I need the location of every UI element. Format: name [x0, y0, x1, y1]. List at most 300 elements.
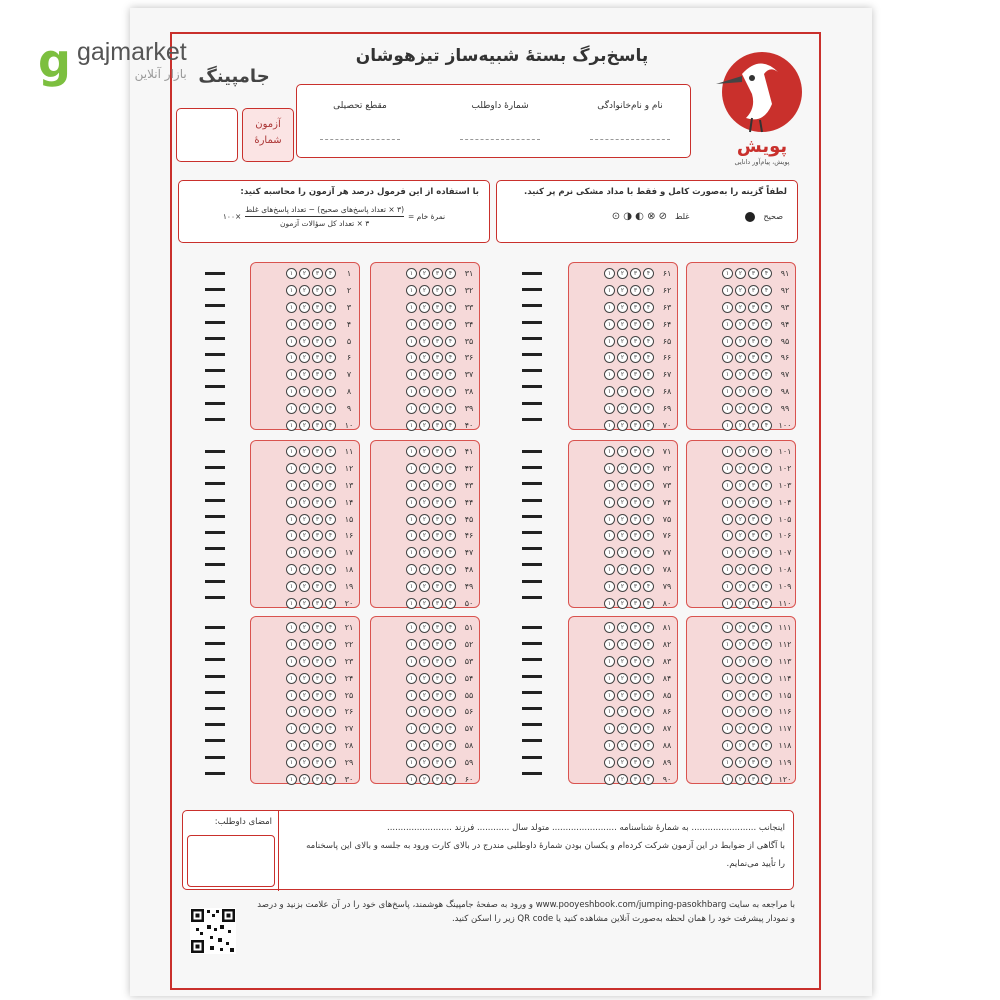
answer-bubble[interactable]: ۳: [748, 336, 759, 347]
answer-bubble[interactable]: ۳: [630, 690, 641, 701]
answer-bubble[interactable]: ۴: [325, 352, 336, 363]
answer-bubble[interactable]: ۲: [735, 598, 746, 609]
answer-bubble[interactable]: ۲: [299, 690, 310, 701]
answer-bubble[interactable]: ۳: [748, 420, 759, 431]
answer-bubble[interactable]: ۳: [432, 639, 443, 650]
answer-bubble[interactable]: ۲: [617, 740, 628, 751]
answer-bubble[interactable]: ۱: [722, 336, 733, 347]
answer-bubble[interactable]: ۴: [761, 480, 772, 491]
answer-bubble[interactable]: ۱: [286, 319, 297, 330]
answer-bubble[interactable]: ۴: [325, 336, 336, 347]
answer-bubble[interactable]: ۳: [748, 723, 759, 734]
answer-bubble[interactable]: ۱: [604, 547, 615, 558]
answer-bubble[interactable]: ۲: [299, 757, 310, 768]
answer-bubble[interactable]: ۲: [299, 369, 310, 380]
answer-bubble[interactable]: ۳: [432, 622, 443, 633]
answer-bubble[interactable]: ۴: [325, 757, 336, 768]
answer-bubble[interactable]: ۲: [735, 352, 746, 363]
answer-bubble[interactable]: ۳: [630, 774, 641, 785]
answer-bubble[interactable]: ۱: [286, 268, 297, 279]
answer-bubble[interactable]: ۴: [325, 530, 336, 541]
answer-bubble[interactable]: ۳: [630, 547, 641, 558]
answer-bubble[interactable]: ۱: [406, 564, 417, 575]
answer-bubble[interactable]: ۳: [312, 757, 323, 768]
answer-bubble[interactable]: ۲: [617, 302, 628, 313]
answer-bubble[interactable]: ۳: [748, 530, 759, 541]
answer-bubble[interactable]: ۱: [604, 369, 615, 380]
answer-bubble[interactable]: ۳: [630, 639, 641, 650]
answer-bubble[interactable]: ۲: [419, 774, 430, 785]
answer-bubble[interactable]: ۴: [445, 514, 456, 525]
answer-bubble[interactable]: ۴: [643, 446, 654, 457]
answer-bubble[interactable]: ۲: [299, 463, 310, 474]
answer-bubble[interactable]: ۴: [761, 673, 772, 684]
answer-bubble[interactable]: ۴: [325, 420, 336, 431]
answer-bubble[interactable]: ۱: [286, 622, 297, 633]
answer-bubble[interactable]: ۳: [630, 403, 641, 414]
answer-bubble[interactable]: ۱: [722, 420, 733, 431]
answer-bubble[interactable]: ۴: [325, 403, 336, 414]
answer-bubble[interactable]: ۴: [445, 581, 456, 592]
answer-bubble[interactable]: ۲: [419, 622, 430, 633]
answer-bubble[interactable]: ۲: [735, 757, 746, 768]
answer-bubble[interactable]: ۳: [748, 581, 759, 592]
answer-bubble[interactable]: ۲: [735, 564, 746, 575]
answer-bubble[interactable]: ۴: [761, 690, 772, 701]
answer-bubble[interactable]: ۲: [617, 386, 628, 397]
answer-bubble[interactable]: ۲: [419, 319, 430, 330]
answer-bubble[interactable]: ۱: [406, 514, 417, 525]
answer-bubble[interactable]: ۱: [604, 656, 615, 667]
answer-bubble[interactable]: ۱: [406, 285, 417, 296]
answer-bubble[interactable]: ۲: [419, 723, 430, 734]
answer-bubble[interactable]: ۳: [432, 319, 443, 330]
answer-bubble[interactable]: ۱: [286, 530, 297, 541]
answer-bubble[interactable]: ۱: [406, 774, 417, 785]
answer-bubble[interactable]: ۱: [604, 463, 615, 474]
answer-bubble[interactable]: ۲: [735, 497, 746, 508]
answer-bubble[interactable]: ۴: [445, 757, 456, 768]
answer-bubble[interactable]: ۲: [617, 690, 628, 701]
answer-bubble[interactable]: ۲: [299, 420, 310, 431]
answer-bubble[interactable]: ۱: [604, 598, 615, 609]
answer-bubble[interactable]: ۲: [299, 656, 310, 667]
answer-bubble[interactable]: ۱: [722, 268, 733, 279]
answer-bubble[interactable]: ۱: [604, 386, 615, 397]
answer-bubble[interactable]: ۳: [748, 690, 759, 701]
answer-bubble[interactable]: ۲: [419, 598, 430, 609]
answer-bubble[interactable]: ۱: [286, 598, 297, 609]
answer-bubble[interactable]: ۲: [419, 740, 430, 751]
answer-bubble[interactable]: ۱: [604, 774, 615, 785]
answer-bubble[interactable]: ۴: [643, 352, 654, 363]
answer-bubble[interactable]: ۱: [406, 757, 417, 768]
answer-bubble[interactable]: ۴: [643, 403, 654, 414]
answer-bubble[interactable]: ۱: [604, 403, 615, 414]
grade-field[interactable]: مقطع تحصیلی: [320, 101, 400, 140]
answer-bubble[interactable]: ۱: [722, 514, 733, 525]
answer-bubble[interactable]: ۳: [630, 530, 641, 541]
answer-bubble[interactable]: ۴: [643, 622, 654, 633]
answer-bubble[interactable]: ۱: [722, 319, 733, 330]
answer-bubble[interactable]: ۳: [748, 352, 759, 363]
answer-bubble[interactable]: ۳: [748, 757, 759, 768]
answer-bubble[interactable]: ۳: [630, 420, 641, 431]
answer-bubble[interactable]: ۲: [617, 757, 628, 768]
answer-bubble[interactable]: ۴: [761, 706, 772, 717]
answer-bubble[interactable]: ۱: [406, 352, 417, 363]
answer-bubble[interactable]: ۴: [445, 369, 456, 380]
answer-bubble[interactable]: ۲: [617, 622, 628, 633]
answer-bubble[interactable]: ۲: [299, 547, 310, 558]
answer-bubble[interactable]: ۴: [761, 352, 772, 363]
answer-bubble[interactable]: ۳: [312, 285, 323, 296]
answer-bubble[interactable]: ۳: [312, 463, 323, 474]
answer-bubble[interactable]: ۳: [630, 598, 641, 609]
answer-bubble[interactable]: ۴: [325, 598, 336, 609]
answer-bubble[interactable]: ۳: [748, 480, 759, 491]
answer-bubble[interactable]: ۱: [604, 420, 615, 431]
answer-bubble[interactable]: ۲: [735, 403, 746, 414]
answer-bubble[interactable]: ۳: [748, 497, 759, 508]
answer-bubble[interactable]: ۲: [617, 564, 628, 575]
answer-bubble[interactable]: ۳: [432, 690, 443, 701]
answer-bubble[interactable]: ۴: [325, 319, 336, 330]
answer-bubble[interactable]: ۱: [406, 598, 417, 609]
answer-bubble[interactable]: ۴: [643, 581, 654, 592]
answer-bubble[interactable]: ۱: [406, 319, 417, 330]
answer-bubble[interactable]: ۳: [630, 463, 641, 474]
answer-bubble[interactable]: ۲: [617, 639, 628, 650]
answer-bubble[interactable]: ۳: [630, 352, 641, 363]
answer-bubble[interactable]: ۲: [299, 302, 310, 313]
answer-bubble[interactable]: ۳: [748, 268, 759, 279]
answer-bubble[interactable]: ۲: [617, 268, 628, 279]
answer-bubble[interactable]: ۲: [299, 285, 310, 296]
answer-bubble[interactable]: ۴: [445, 386, 456, 397]
answer-bubble[interactable]: ۳: [748, 514, 759, 525]
answer-bubble[interactable]: ۲: [735, 285, 746, 296]
answer-bubble[interactable]: ۳: [432, 723, 443, 734]
answer-bubble[interactable]: ۲: [419, 403, 430, 414]
answer-bubble[interactable]: ۲: [735, 530, 746, 541]
answer-bubble[interactable]: ۲: [617, 656, 628, 667]
answer-bubble[interactable]: ۴: [325, 547, 336, 558]
answer-bubble[interactable]: ۴: [325, 463, 336, 474]
answer-bubble[interactable]: ۴: [445, 336, 456, 347]
answer-bubble[interactable]: ۳: [312, 514, 323, 525]
answer-bubble[interactable]: ۳: [432, 740, 443, 751]
answer-bubble[interactable]: ۲: [735, 302, 746, 313]
answer-bubble[interactable]: ۴: [445, 480, 456, 491]
answer-bubble[interactable]: ۴: [325, 690, 336, 701]
answer-bubble[interactable]: ۴: [761, 723, 772, 734]
answer-bubble[interactable]: ۳: [312, 547, 323, 558]
answer-bubble[interactable]: ۳: [630, 369, 641, 380]
answer-bubble[interactable]: ۳: [312, 622, 323, 633]
answer-bubble[interactable]: ۱: [604, 622, 615, 633]
answer-bubble[interactable]: ۱: [604, 757, 615, 768]
answer-bubble[interactable]: ۳: [748, 302, 759, 313]
answer-bubble[interactable]: ۴: [643, 420, 654, 431]
answer-bubble[interactable]: ۲: [419, 352, 430, 363]
answer-bubble[interactable]: ۳: [312, 740, 323, 751]
answer-bubble[interactable]: ۱: [286, 352, 297, 363]
answer-bubble[interactable]: ۲: [735, 319, 746, 330]
answer-bubble[interactable]: ۳: [748, 319, 759, 330]
answer-bubble[interactable]: ۳: [748, 622, 759, 633]
answer-bubble[interactable]: ۱: [722, 463, 733, 474]
answer-bubble[interactable]: ۳: [312, 268, 323, 279]
answer-bubble[interactable]: ۱: [406, 336, 417, 347]
answer-bubble[interactable]: ۲: [299, 497, 310, 508]
answer-bubble[interactable]: ۴: [445, 530, 456, 541]
answer-bubble[interactable]: ۱: [406, 723, 417, 734]
answer-bubble[interactable]: ۳: [312, 656, 323, 667]
answer-bubble[interactable]: ۳: [748, 285, 759, 296]
answer-bubble[interactable]: ۴: [761, 656, 772, 667]
answer-bubble[interactable]: ۲: [735, 639, 746, 650]
answer-bubble[interactable]: ۲: [419, 463, 430, 474]
answer-bubble[interactable]: ۲: [299, 639, 310, 650]
answer-bubble[interactable]: ۳: [312, 530, 323, 541]
answer-bubble[interactable]: ۲: [419, 268, 430, 279]
answer-bubble[interactable]: ۳: [748, 547, 759, 558]
answer-bubble[interactable]: ۲: [299, 581, 310, 592]
answer-bubble[interactable]: ۱: [406, 656, 417, 667]
answer-bubble[interactable]: ۳: [748, 639, 759, 650]
answer-bubble[interactable]: ۲: [299, 403, 310, 414]
answer-bubble[interactable]: ۲: [617, 530, 628, 541]
answer-bubble[interactable]: ۲: [617, 403, 628, 414]
answer-bubble[interactable]: ۴: [445, 403, 456, 414]
answer-bubble[interactable]: ۴: [325, 285, 336, 296]
answer-bubble[interactable]: ۱: [406, 690, 417, 701]
answer-bubble[interactable]: ۴: [643, 639, 654, 650]
answer-bubble[interactable]: ۲: [735, 622, 746, 633]
answer-bubble[interactable]: ۲: [735, 369, 746, 380]
answer-bubble[interactable]: ۳: [630, 386, 641, 397]
answer-bubble[interactable]: ۴: [325, 740, 336, 751]
answer-bubble[interactable]: ۳: [432, 514, 443, 525]
answer-bubble[interactable]: ۲: [617, 774, 628, 785]
answer-bubble[interactable]: ۲: [299, 386, 310, 397]
answer-bubble[interactable]: ۳: [312, 480, 323, 491]
answer-bubble[interactable]: ۲: [617, 514, 628, 525]
answer-bubble[interactable]: ۱: [406, 386, 417, 397]
answer-bubble[interactable]: ۲: [299, 673, 310, 684]
answer-bubble[interactable]: ۲: [617, 480, 628, 491]
answer-bubble[interactable]: ۴: [445, 463, 456, 474]
answer-bubble[interactable]: ۲: [419, 690, 430, 701]
answer-bubble[interactable]: ۲: [735, 673, 746, 684]
answer-bubble[interactable]: ۱: [722, 723, 733, 734]
answer-bubble[interactable]: ۳: [630, 497, 641, 508]
answer-bubble[interactable]: ۴: [325, 480, 336, 491]
answer-bubble[interactable]: ۴: [761, 598, 772, 609]
answer-bubble[interactable]: ۱: [604, 480, 615, 491]
answer-bubble[interactable]: ۳: [630, 723, 641, 734]
answer-bubble[interactable]: ۴: [445, 497, 456, 508]
answer-bubble[interactable]: ۴: [643, 302, 654, 313]
answer-bubble[interactable]: ۴: [761, 319, 772, 330]
answer-bubble[interactable]: ۱: [286, 656, 297, 667]
answer-bubble[interactable]: ۴: [761, 403, 772, 414]
answer-bubble[interactable]: ۱: [286, 581, 297, 592]
answer-bubble[interactable]: ۴: [445, 564, 456, 575]
answer-bubble[interactable]: ۴: [761, 774, 772, 785]
answer-bubble[interactable]: ۱: [604, 352, 615, 363]
answer-bubble[interactable]: ۱: [604, 514, 615, 525]
answer-bubble[interactable]: ۳: [748, 564, 759, 575]
answer-bubble[interactable]: ۱: [604, 530, 615, 541]
answer-bubble[interactable]: ۱: [406, 480, 417, 491]
answer-bubble[interactable]: ۴: [761, 757, 772, 768]
answer-bubble[interactable]: ۱: [406, 369, 417, 380]
answer-bubble[interactable]: ۴: [445, 598, 456, 609]
answer-bubble[interactable]: ۳: [432, 774, 443, 785]
answer-bubble[interactable]: ۴: [445, 774, 456, 785]
answer-bubble[interactable]: ۱: [286, 302, 297, 313]
answer-bubble[interactable]: ۳: [630, 564, 641, 575]
answer-bubble[interactable]: ۱: [604, 285, 615, 296]
answer-bubble[interactable]: ۴: [643, 598, 654, 609]
answer-bubble[interactable]: ۲: [617, 336, 628, 347]
answer-bubble[interactable]: ۱: [722, 302, 733, 313]
answer-bubble[interactable]: ۳: [432, 530, 443, 541]
answer-bubble[interactable]: ۲: [617, 497, 628, 508]
answer-bubble[interactable]: ۲: [735, 740, 746, 751]
answer-bubble[interactable]: ۲: [419, 514, 430, 525]
answer-bubble[interactable]: ۴: [445, 319, 456, 330]
answer-bubble[interactable]: ۱: [604, 740, 615, 751]
answer-bubble[interactable]: ۴: [445, 740, 456, 751]
answer-bubble[interactable]: ۳: [432, 285, 443, 296]
answer-bubble[interactable]: ۴: [445, 302, 456, 313]
answer-bubble[interactable]: ۲: [735, 774, 746, 785]
answer-bubble[interactable]: ۴: [445, 420, 456, 431]
answer-bubble[interactable]: ۴: [643, 268, 654, 279]
answer-bubble[interactable]: ۲: [735, 463, 746, 474]
answer-bubble[interactable]: ۳: [312, 723, 323, 734]
answer-bubble[interactable]: ۳: [432, 336, 443, 347]
answer-bubble[interactable]: ۱: [286, 446, 297, 457]
answer-bubble[interactable]: ۳: [312, 639, 323, 650]
answer-bubble[interactable]: ۴: [325, 514, 336, 525]
answer-bubble[interactable]: ۳: [630, 622, 641, 633]
answer-bubble[interactable]: ۴: [643, 336, 654, 347]
answer-bubble[interactable]: ۲: [735, 706, 746, 717]
answer-bubble[interactable]: ۴: [325, 723, 336, 734]
answer-bubble[interactable]: ۴: [643, 463, 654, 474]
answer-bubble[interactable]: ۱: [286, 285, 297, 296]
answer-bubble[interactable]: ۱: [722, 403, 733, 414]
answer-bubble[interactable]: ۲: [419, 757, 430, 768]
answer-bubble[interactable]: ۳: [432, 403, 443, 414]
answer-bubble[interactable]: ۱: [722, 530, 733, 541]
answer-bubble[interactable]: ۴: [761, 336, 772, 347]
answer-bubble[interactable]: ۱: [722, 285, 733, 296]
answer-bubble[interactable]: ۳: [312, 581, 323, 592]
answer-bubble[interactable]: ۲: [419, 302, 430, 313]
answer-bubble[interactable]: ۳: [630, 302, 641, 313]
answer-bubble[interactable]: ۱: [722, 656, 733, 667]
answer-bubble[interactable]: ۳: [630, 480, 641, 491]
answer-bubble[interactable]: ۲: [617, 446, 628, 457]
answer-bubble[interactable]: ۲: [299, 706, 310, 717]
answer-bubble[interactable]: ۴: [445, 706, 456, 717]
answer-bubble[interactable]: ۲: [419, 581, 430, 592]
answer-bubble[interactable]: ۲: [419, 530, 430, 541]
answer-bubble[interactable]: ۳: [312, 598, 323, 609]
answer-bubble[interactable]: ۲: [299, 774, 310, 785]
answer-bubble[interactable]: ۳: [432, 386, 443, 397]
answer-bubble[interactable]: ۲: [419, 480, 430, 491]
answer-bubble[interactable]: ۱: [604, 319, 615, 330]
answer-bubble[interactable]: ۳: [312, 774, 323, 785]
answer-bubble[interactable]: ۲: [617, 463, 628, 474]
answer-bubble[interactable]: ۴: [761, 369, 772, 380]
answer-bubble[interactable]: ۳: [312, 446, 323, 457]
answer-bubble[interactable]: ۱: [604, 706, 615, 717]
answer-bubble[interactable]: ۴: [325, 268, 336, 279]
answer-bubble[interactable]: ۴: [643, 547, 654, 558]
answer-bubble[interactable]: ۳: [630, 336, 641, 347]
answer-bubble[interactable]: ۳: [432, 564, 443, 575]
answer-bubble[interactable]: ۲: [419, 639, 430, 650]
answer-bubble[interactable]: ۱: [286, 497, 297, 508]
answer-bubble[interactable]: ۲: [299, 622, 310, 633]
answer-bubble[interactable]: ۴: [761, 285, 772, 296]
answer-bubble[interactable]: ۱: [722, 386, 733, 397]
answer-bubble[interactable]: ۲: [617, 706, 628, 717]
answer-bubble[interactable]: ۳: [432, 352, 443, 363]
answer-bubble[interactable]: ۴: [445, 656, 456, 667]
answer-bubble[interactable]: ۲: [735, 268, 746, 279]
answer-bubble[interactable]: ۱: [406, 673, 417, 684]
answer-bubble[interactable]: ۴: [325, 302, 336, 313]
answer-bubble[interactable]: ۴: [761, 514, 772, 525]
answer-bubble[interactable]: ۱: [286, 757, 297, 768]
answer-bubble[interactable]: ۲: [299, 598, 310, 609]
answer-bubble[interactable]: ۲: [617, 420, 628, 431]
answer-bubble[interactable]: ۱: [286, 386, 297, 397]
answer-bubble[interactable]: ۳: [432, 656, 443, 667]
signature-field[interactable]: [187, 835, 275, 887]
answer-bubble[interactable]: ۱: [286, 690, 297, 701]
answer-bubble[interactable]: ۱: [604, 581, 615, 592]
answer-bubble[interactable]: ۱: [604, 497, 615, 508]
answer-bubble[interactable]: ۱: [286, 740, 297, 751]
answer-bubble[interactable]: ۲: [419, 420, 430, 431]
answer-bubble[interactable]: ۳: [432, 420, 443, 431]
answer-bubble[interactable]: ۲: [735, 480, 746, 491]
answer-bubble[interactable]: ۳: [432, 480, 443, 491]
answer-bubble[interactable]: ۴: [445, 622, 456, 633]
answer-bubble[interactable]: ۳: [312, 690, 323, 701]
answer-bubble[interactable]: ۳: [312, 420, 323, 431]
answer-bubble[interactable]: ۳: [432, 302, 443, 313]
answer-bubble[interactable]: ۳: [630, 285, 641, 296]
answer-bubble[interactable]: ۳: [312, 386, 323, 397]
answer-bubble[interactable]: ۳: [432, 369, 443, 380]
answer-bubble[interactable]: ۴: [643, 673, 654, 684]
answer-bubble[interactable]: ۲: [735, 386, 746, 397]
answer-bubble[interactable]: ۱: [286, 547, 297, 558]
answer-bubble[interactable]: ۱: [406, 639, 417, 650]
answer-bubble[interactable]: ۱: [722, 740, 733, 751]
answer-bubble[interactable]: ۱: [722, 446, 733, 457]
